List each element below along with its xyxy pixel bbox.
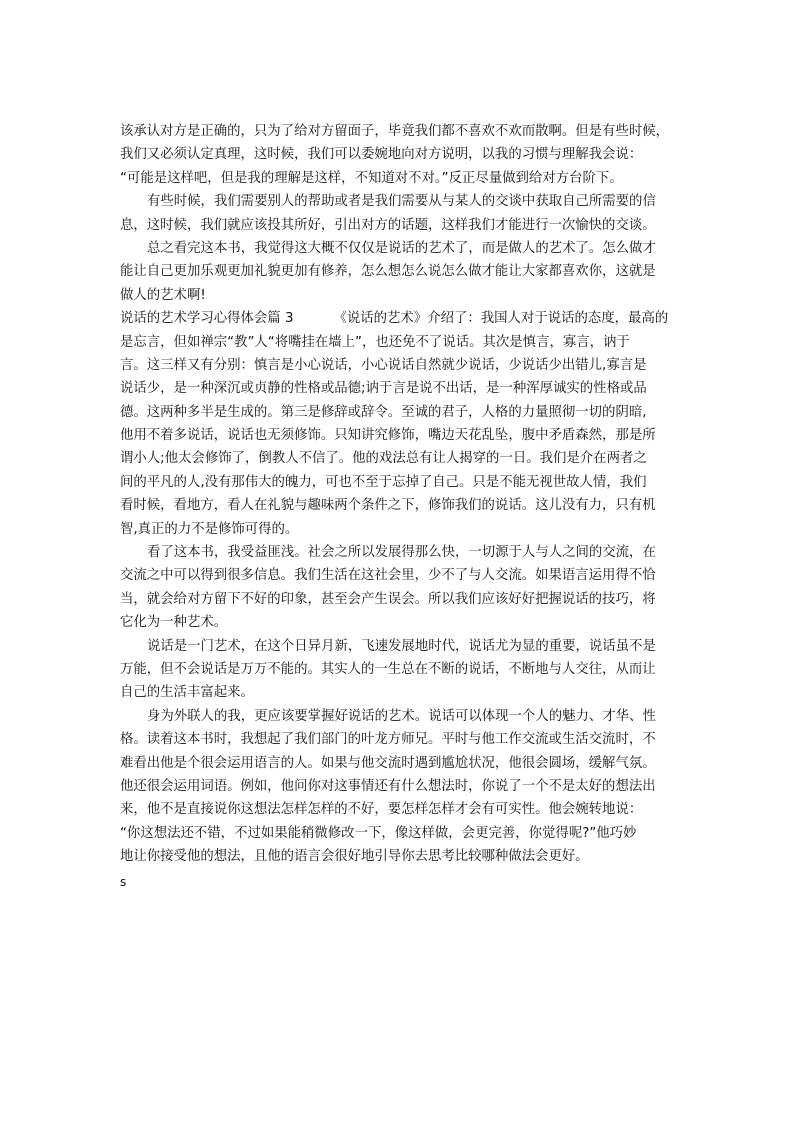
paragraph bbox=[120, 541, 676, 635]
text-line: 说话是一门艺术，在这个日异月新，飞速发展地时代，说话尤为显的重要，说话虽不是 bbox=[147, 638, 656, 654]
text-line: 身为外联人的我，更应该要掌握好说话的艺术。说话可以体现一个人的魅力、才华、性 bbox=[147, 708, 656, 724]
text-line: 看了这本书，我受益匪浅。社会之所以发展得那么快，一切源于人与人之间的交流，在 bbox=[147, 545, 656, 561]
document-page bbox=[120, 120, 676, 894]
text-line: 难看出他是个很会运用语言的人。如果与他交流时遇到尴尬状况，他很会圆场，缓解气氛。 bbox=[120, 755, 656, 771]
text-line: 该承认对方是正确的，只为了给对方留面子，毕竟我们都不喜欢不欢而散啊。但是有些时候， bbox=[120, 124, 670, 139]
text-line: 谓小人;他太会修饰了，倒教人不信了。他的戏法总有让人揭穿的一日。我们是介在两者之 bbox=[120, 451, 647, 467]
paragraph bbox=[120, 120, 676, 190]
text-line: 看时候，看地方，看人在礼貌与趣味两个条件之下，修饰我们的说话。这儿没有力，只有机 bbox=[120, 498, 656, 514]
paragraph bbox=[120, 307, 676, 541]
text-line: 它化为一种艺术。 bbox=[120, 615, 228, 631]
paragraph bbox=[120, 190, 676, 237]
text-line: 能让自己更加乐观更加礼貌更加有修养，怎么想怎么说怎么做才能让大家都喜欢你，这就是 bbox=[120, 264, 656, 280]
text-line: 交流之中可以得到很多信息。我们生活在这社会里，少不了与人交流。如果语言运用得不恰 bbox=[120, 568, 656, 584]
paragraph bbox=[120, 635, 676, 705]
text-line: “可能是这样吧，但是我的理解是这样，不知道对不对。”反正尽量做到给对方台阶下。 bbox=[120, 170, 623, 186]
text-line: 智,真正的力不是修饰可得的。 bbox=[120, 521, 299, 537]
text-line: 他用不着多说话，说话也无须修饰。只知讲究修饰，嘴边天花乱坠，腹中矛盾森然，那是所 bbox=[120, 428, 656, 444]
text-line: 是忘言，但如禅宗“教”人“将嘴挂在墙上”，也还免不了说话。其次是慎言，寡言，讷于 bbox=[120, 334, 630, 350]
text-line: 格。读着这本书时，我想起了我们部门的叶龙方师兄。平时与他工作交流或生活交流时，不 bbox=[120, 732, 656, 748]
paragraph bbox=[120, 237, 676, 307]
section-heading: 说话的艺术学习心得体会篇 3 bbox=[120, 311, 294, 327]
text-line: 德。这两种多半是生成的。第三是修辞或辞令。至诚的君子，人格的力量照彻一切的阴暗, bbox=[120, 404, 647, 420]
text-line: 言。这三样又有分别：慎言是小心说话，小心说话自然就少说话，少说话少出错儿,寡言是 bbox=[120, 357, 647, 373]
text-line: 地让你接受他的想法，且他的语言会很好地引导你去思考比较哪种做法会更好。 bbox=[120, 849, 589, 865]
text-line: 当，就会给对方留下不好的印象，甚至会产生误会。所以我们应该好好把握说话的技巧，将 bbox=[120, 591, 656, 607]
text-line: 《说话的艺术》介绍了：我国人对于说话的态度，最高的 bbox=[333, 311, 669, 327]
text-line: 有些时候，我们需要别人的帮助或者是我们需要从与某人的交谈中获取自己所需要的信 bbox=[147, 194, 656, 210]
text-line: “你这想法还不错，不过如果能稍微修改一下，像这样做，会更完善，你觉得呢?”他巧妙 bbox=[120, 825, 637, 841]
text-line: 说话少，是一种深沉或贞静的性格或品德;讷于言是说不出话，是一种浑厚诚实的性格或品 bbox=[120, 381, 647, 397]
paragraph bbox=[120, 705, 676, 869]
text-line: 自己的生活丰富起来。 bbox=[120, 685, 254, 701]
text-line: 间的平凡的人,没有那伟大的魄力，可也不至于忘掉了自己。只是不能无视世故人情，我们 bbox=[120, 474, 647, 490]
text-line: 总之看完这本书，我觉得这大概不仅仅是说话的艺术了，而是做人的艺术了。怎么做才 bbox=[147, 240, 656, 256]
text-line: 我们又必须认定真理，这时候，我们可以委婉地向对方说明，以我的习惯与理解我会说： bbox=[120, 147, 643, 163]
trailing-mark: s bbox=[120, 874, 127, 889]
text-line: 他还很会运用词语。例如，他问你对这事情还有什么想法时，你说了一个不是太好的想法出 bbox=[120, 778, 656, 794]
text-line: 万能，但不会说话是万万不能的。其实人的一生总在不断的说话，不断地与人交往，从而让 bbox=[120, 661, 656, 677]
text-line: 息，这时候，我们就应该投其所好，引出对方的话题，这样我们才能进行一次愉快的交谈。 bbox=[120, 217, 656, 233]
text-line: 来，他不是直接说你这想法怎样怎样的不好，要怎样怎样才会有可实性。他会婉转地说： bbox=[120, 802, 643, 818]
text-line: 做人的艺术啊! bbox=[120, 287, 206, 303]
